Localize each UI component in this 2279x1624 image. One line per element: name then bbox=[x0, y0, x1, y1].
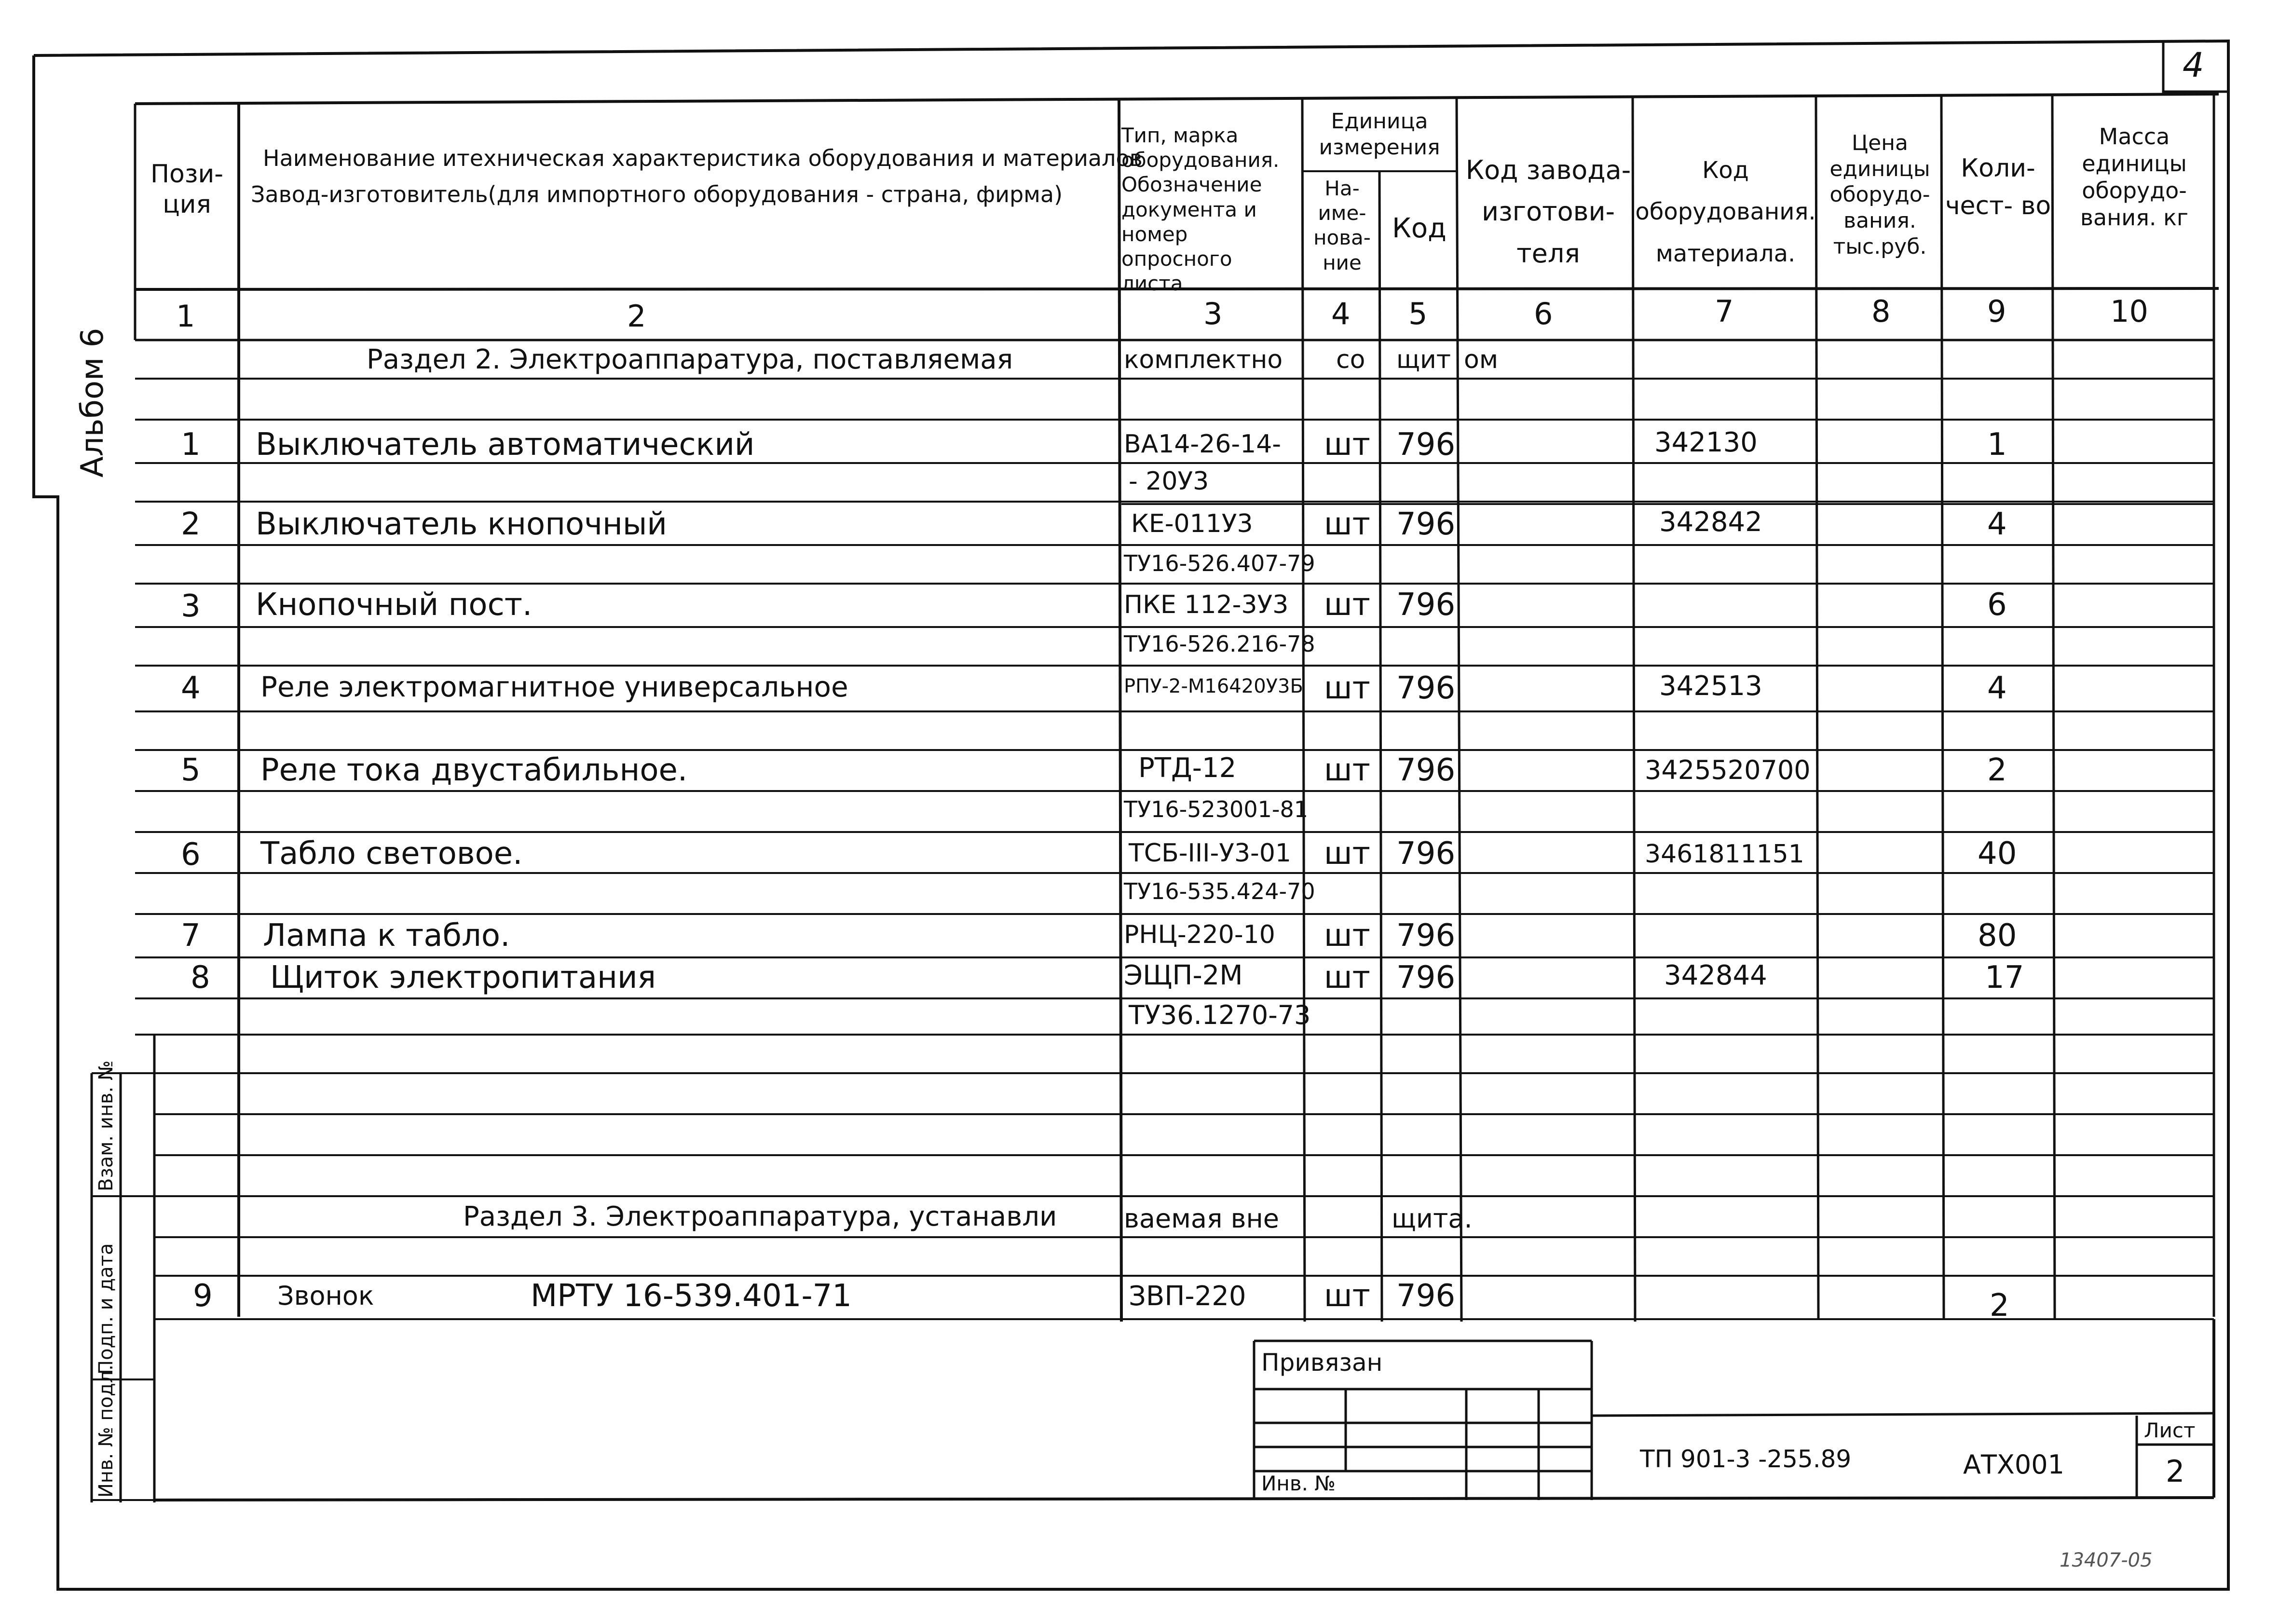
table-row-quantity: 6 bbox=[1987, 587, 2007, 623]
column-number: 4 bbox=[1331, 296, 1351, 331]
header-unit-name: На- име- нова- ние bbox=[1313, 177, 1371, 274]
table-row-position: 2 bbox=[181, 506, 201, 542]
table-row-name: Выключатель кнопочный bbox=[256, 506, 667, 542]
section-2-col4: со bbox=[1336, 345, 1365, 374]
table-row-code: 796 bbox=[1396, 587, 1456, 623]
sheet-corner-number: 4 bbox=[2183, 45, 2204, 85]
table-row-position: 5 bbox=[181, 752, 201, 788]
table-row-position: 3 bbox=[181, 588, 201, 624]
table-row-type: РТД-12 bbox=[1138, 752, 1237, 784]
table-row-equip-code: 3425520700 bbox=[1645, 755, 1811, 785]
header-name-line2: Завод-изготовитель(для импортного оборудования - страна, фирма) bbox=[251, 181, 1063, 207]
table-row-equip-code: 342513 bbox=[1659, 670, 1762, 702]
table-row-type-cont: - 20У3 bbox=[1129, 467, 1209, 496]
table-row-unit: шт bbox=[1324, 670, 1370, 706]
table-row-type: ЭЩП-2М bbox=[1124, 960, 1243, 991]
table-row-quantity: 17 bbox=[1985, 960, 2024, 996]
table-row-position: 6 bbox=[181, 837, 201, 873]
table-row-unit: шт bbox=[1324, 587, 1370, 623]
header-name-line1: Наименование итехническая характеристика оборудования и материалов bbox=[263, 145, 1143, 171]
column-number: 2 bbox=[627, 299, 646, 334]
column-number: 8 bbox=[1871, 294, 1891, 329]
stamp-inventory-number: Инв. № bbox=[1261, 1472, 1336, 1495]
table-row-quantity: 4 bbox=[1987, 670, 2007, 706]
section-2-title: Раздел 2. Электроаппаратура, поставляемая bbox=[367, 344, 1013, 375]
table-row-type-cont: ТУ36.1270-73 bbox=[1129, 1000, 1311, 1030]
table-row-type-cont: ТУ16-526.407-79 bbox=[1124, 550, 1315, 576]
table-row-type: ПКЕ 112-3У3 bbox=[1124, 590, 1289, 619]
stamp-privyazan: Привязан bbox=[1261, 1349, 1383, 1377]
section-2-col6: ом bbox=[1464, 345, 1499, 374]
header-factory-code: Код завода- изготови- теля bbox=[1465, 155, 1631, 269]
column-number: 7 bbox=[1715, 294, 1734, 329]
table-row-name: Реле электромагнитное универсальное bbox=[260, 670, 848, 703]
table-row-quantity: 80 bbox=[1978, 918, 2017, 954]
section-3-col5: щита. bbox=[1392, 1203, 1473, 1234]
header-equipment-code: Код оборудования. материала. bbox=[1635, 157, 1816, 267]
column-number: 9 bbox=[1987, 294, 2006, 329]
bottom-note: 13407-05 bbox=[2060, 1549, 2153, 1571]
table-row-code: 796 bbox=[1396, 960, 1456, 996]
table-row-equip-code: 342130 bbox=[1654, 427, 1758, 458]
table-row-code: 796 bbox=[1396, 506, 1456, 542]
table-row-code: 796 bbox=[1396, 752, 1456, 788]
header-unit-code: Код bbox=[1392, 213, 1447, 244]
column-number: 5 bbox=[1408, 296, 1428, 331]
table-row-quantity: 2 bbox=[1987, 752, 2007, 788]
header-type: Тип, марка оборудования. Обозначение документа и номер опросного листа bbox=[1121, 123, 1280, 296]
table-row-type: РПУ-2-М16420У3Б bbox=[1124, 675, 1303, 697]
stamp-document-code: ТП 901-3 -255.89 bbox=[1640, 1445, 1852, 1473]
column-number: 6 bbox=[1534, 296, 1553, 331]
table-row-name: Щиток электропитания bbox=[270, 960, 656, 996]
column-number: 3 bbox=[1203, 296, 1223, 331]
table-row-type: ЗВП-220 bbox=[1129, 1281, 1246, 1312]
table-row-position: 4 bbox=[181, 670, 201, 706]
section-2-col3: комплектно bbox=[1124, 345, 1283, 374]
table-row-type: РНЦ-220-10 bbox=[1124, 920, 1275, 949]
table-row-name: Лампа к табло. bbox=[263, 918, 510, 954]
table-row-equip-code: 342844 bbox=[1664, 960, 1767, 991]
header-position: Пози- ция bbox=[150, 160, 224, 219]
stamp-list-number: 2 bbox=[2166, 1454, 2185, 1489]
header-quantity: Коли- чест- во bbox=[1945, 154, 2051, 220]
table-row-unit: шт bbox=[1324, 752, 1370, 788]
section-3-col3: ваемая вне bbox=[1124, 1203, 1279, 1234]
table-row-code: 796 bbox=[1396, 836, 1456, 872]
album-label: Альбом 6 bbox=[75, 328, 110, 478]
table-row-quantity: 4 bbox=[1987, 506, 2007, 542]
header-price: Цена единицы оборудо- вания. тыс.руб. bbox=[1829, 131, 1930, 259]
table-row-quantity: 2 bbox=[1990, 1288, 2009, 1324]
table-row-type: ВА14-26-14- bbox=[1124, 430, 1282, 459]
table-row-position: 7 bbox=[181, 918, 201, 954]
table-row-name: Звонок bbox=[277, 1281, 374, 1311]
table-row-unit: шт bbox=[1324, 427, 1370, 463]
table-row-code: 796 bbox=[1396, 427, 1456, 463]
table-row-unit: шт bbox=[1324, 960, 1370, 996]
table-row-code: 796 bbox=[1396, 670, 1456, 706]
side-stamp-replacement: Взам. инв. № bbox=[95, 1060, 117, 1191]
table-row-name: Табло световое. bbox=[260, 836, 523, 872]
column-number: 10 bbox=[2110, 294, 2148, 329]
table-row-type-cont: ТУ16-526.216-78 bbox=[1124, 631, 1315, 657]
table-row-code: 796 bbox=[1396, 918, 1456, 954]
table-row-code: 796 bbox=[1396, 1278, 1456, 1314]
table-row-unit: шт bbox=[1324, 506, 1370, 542]
table-row-quantity: 1 bbox=[1987, 427, 2007, 463]
column-number: 1 bbox=[176, 299, 195, 334]
side-stamp-inventory: Инв. № подл. bbox=[95, 1365, 117, 1498]
table-row-unit: шт bbox=[1324, 1278, 1370, 1314]
table-row-name: Выключатель автоматический bbox=[256, 427, 755, 463]
table-row-position: 1 bbox=[181, 427, 201, 463]
table-row-unit: шт bbox=[1324, 918, 1370, 954]
stamp-sheet-code: АТХ001 bbox=[1963, 1449, 2064, 1480]
section-2-col5: щит bbox=[1396, 345, 1451, 374]
table-row-type-cont: ТУ16-535.424-70 bbox=[1124, 878, 1315, 904]
table-row-name: Кнопочный пост. bbox=[256, 587, 532, 623]
table-row-equip-code: 342842 bbox=[1659, 506, 1762, 538]
stamp-list-label: Лист bbox=[2144, 1419, 2196, 1442]
table-row-unit: шт bbox=[1324, 836, 1370, 872]
table-row-position: 9 bbox=[193, 1278, 213, 1314]
side-stamp-signature-date: Подп. и дата bbox=[95, 1243, 117, 1375]
table-row-type: ТСБ-III-У3-01 bbox=[1129, 839, 1291, 868]
table-row-type-cont: ТУ16-523001-81 bbox=[1124, 796, 1308, 822]
header-mass: Масса единицы оборудо- вания. кг bbox=[2080, 123, 2189, 231]
table-row-quantity: 40 bbox=[1978, 836, 2017, 872]
table-row-equip-code: 3461811151 bbox=[1645, 840, 1804, 869]
table-row-type: КЕ-011У3 bbox=[1131, 509, 1253, 538]
table-row-spec: МРТУ 16-539.401-71 bbox=[531, 1278, 852, 1314]
section-3-title: Раздел 3. Электроаппаратура, устанавли bbox=[463, 1201, 1057, 1232]
table-row-position: 8 bbox=[191, 960, 210, 996]
table-row-name: Реле тока двустабильное. bbox=[260, 752, 688, 788]
header-unit-group: Единица измерения bbox=[1319, 109, 1440, 160]
